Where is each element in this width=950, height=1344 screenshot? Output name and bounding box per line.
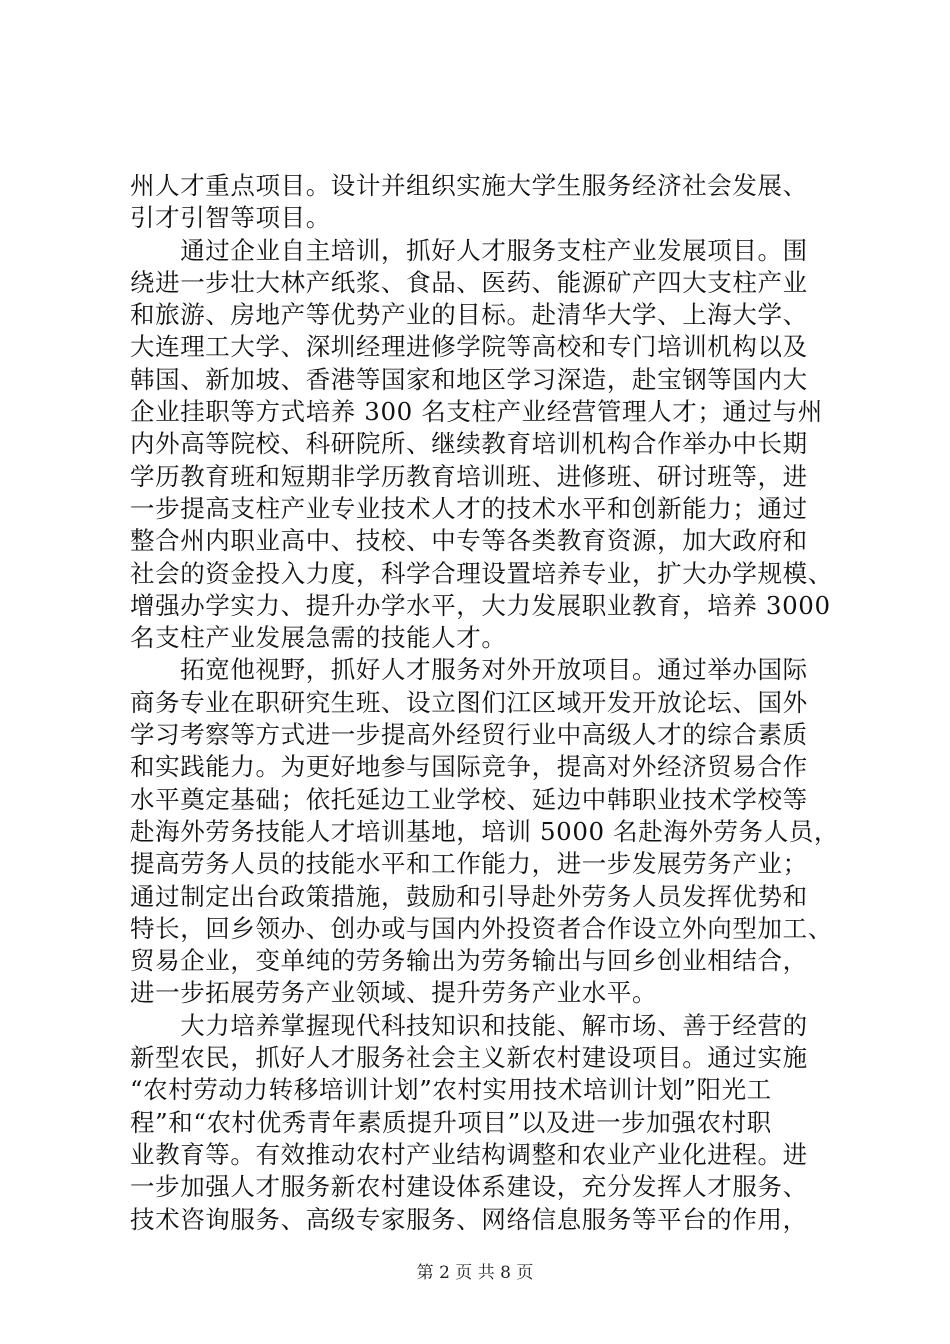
text-line: 内外高等院校、科研院所、继续教育培训机构合作举办中长期 xyxy=(130,429,808,459)
page-number-label: 第 2 页 共 8 页 xyxy=(416,1263,534,1283)
text-line: 和实践能力。为更好地参与国际竞争，提高对外经济贸易合作 xyxy=(130,752,808,782)
text-line: 一步加强人才服务新农村建设体系建设，充分发挥人才服务、 xyxy=(130,1172,808,1202)
text-line: 州人才重点项目。设计并组织实施大学生服务经济社会发展、 xyxy=(130,171,808,200)
text-line: “农村劳动力转移培训计划”农村实用技术培训计划”阳光工 xyxy=(130,1075,772,1105)
text-line: 业教育等。有效推动农村产业结构调整和农业产业化进程。进 xyxy=(130,1139,808,1169)
text-line: 和旅游、房地产等优势产业的目标。赴清华大学、上海大学、 xyxy=(130,300,808,330)
text-line: 增强办学实力、提升办学水平，大力发展职业教育，培养 3000 xyxy=(130,590,831,620)
text-line: 程”和“农村优秀青年素质提升项目”以及进一步加强农村职 xyxy=(130,1107,772,1137)
text-line: 社会的资金投入力度，科学合理设置培养专业，扩大办学规模、 xyxy=(130,558,833,588)
text-line: 引才引智等项目。 xyxy=(130,203,331,233)
text-line: 学历教育班和短期非学历教育培训班、进修班、研讨班等，进 xyxy=(130,461,808,491)
text-line: 拓宽他视野，抓好人才服务对外开放项目。通过举办国际 xyxy=(130,655,808,685)
text-line: 韩国、新加坡、香港等国家和地区学习深造，赴宝钢等国内大 xyxy=(130,364,808,394)
text-line: 企业挂职等方式培养 300 名支柱产业经营管理人才；通过与州 xyxy=(130,397,823,427)
text-line: 绕进一步壮大林产纸浆、食品、医药、能源矿产四大支柱产业 xyxy=(130,267,808,297)
page-footer xyxy=(0,1262,950,1284)
document-body xyxy=(130,170,840,1236)
text-line: 特长，回乡领办、创办或与国内外投资者合作设立外向型加工、 xyxy=(130,913,833,943)
text-line: 一步提高支柱产业专业技术人才的技术水平和创新能力；通过 xyxy=(130,493,808,523)
text-line: 大力培养掌握现代科技知识和技能、解市场、善于经营的 xyxy=(130,1010,808,1040)
text-line: 进一步拓展劳务产业领域、提升劳务产业水平。 xyxy=(130,978,658,1008)
text-line: 提高劳务人员的技能水平和工作能力，进一步发展劳务产业； xyxy=(130,849,808,879)
text-line: 整合州内职业高中、技校、中专等各类教育资源，加大政府和 xyxy=(130,526,808,556)
text-line: 通过企业自主培训，抓好人才服务支柱产业发展项目。围 xyxy=(130,235,808,265)
text-line: 贸易企业，变单纯的劳务输出为劳务输出与回乡创业相结合， xyxy=(130,946,808,976)
text-line: 名支柱产业发展急需的技能人才。 xyxy=(130,623,507,653)
text-line: 水平奠定基础；依托延边工业学校、延边中韩职业技术学校等 xyxy=(130,784,808,814)
text-line: 商务专业在职研究生班、设立图们江区域开发开放论坛、国外 xyxy=(130,687,808,717)
text-line: 通过制定出台政策措施，鼓励和引导赴外劳务人员发挥优势和 xyxy=(130,881,808,911)
text-line: 技术咨询服务、高级专家服务、网络信息服务等平台的作用， xyxy=(130,1204,808,1234)
text-line: 大连理工大学、深圳经理进修学院等高校和专门培训机构以及 xyxy=(130,332,808,362)
text-line: 赴海外劳务技能人才培训基地，培训 5000 名赴海外劳务人员， xyxy=(130,816,840,846)
text-line: 学习考察等方式进一步提高外经贸行业中高级人才的综合素质 xyxy=(130,720,808,750)
text-line: 新型农民，抓好人才服务社会主义新农村建设项目。通过实施 xyxy=(130,1043,808,1073)
